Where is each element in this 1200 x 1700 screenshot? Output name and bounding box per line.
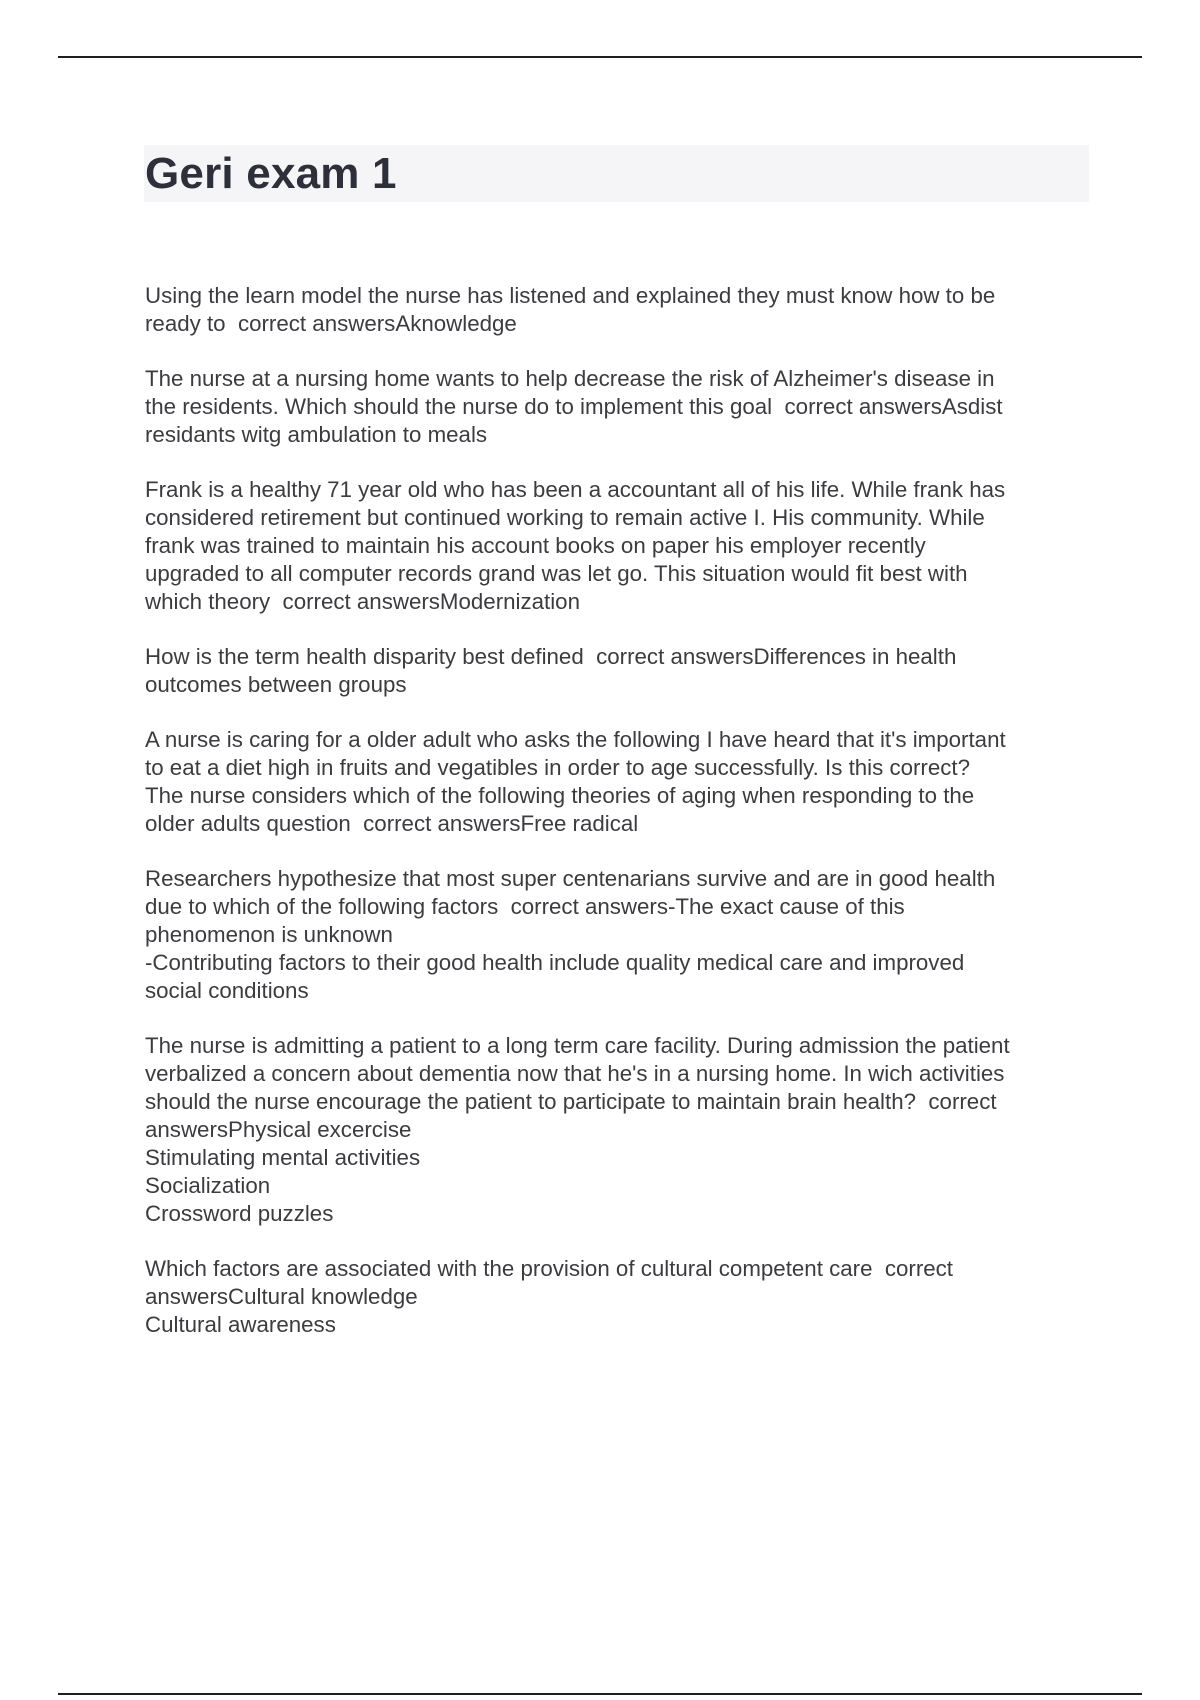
qa-line: The nurse at a nursing home wants to help decrease the risk of Alzheimer's disease in [145, 366, 995, 391]
question-list [145, 282, 1090, 1366]
qa-line: verbalized a concern about dementia now that he's in a nursing home. In wich activities [145, 1061, 1005, 1086]
qa-item [145, 1032, 1090, 1228]
qa-line: Crossword puzzles [145, 1201, 334, 1226]
qa-line: frank was trained to maintain his account books on paper his employer recently [145, 533, 926, 558]
qa-item [145, 476, 1090, 616]
qa-item [145, 643, 1090, 699]
qa-line: Using the learn model the nurse has listened and explained they must know how to be [145, 283, 996, 308]
qa-item [145, 865, 1090, 1005]
qa-line: considered retirement but continued working to remain active I. His community. While [145, 505, 985, 530]
qa-line: The nurse is admitting a patient to a long term care facility. During admission the patient [145, 1033, 1010, 1058]
qa-line: phenomenon is unknown [145, 922, 393, 947]
qa-line: Socialization [145, 1173, 271, 1198]
qa-item [145, 1255, 1090, 1339]
qa-line: answersPhysical excercise [145, 1117, 412, 1142]
qa-line: social conditions [145, 978, 309, 1003]
qa-line: to eat a diet high in fruits and vegatibles in order to age successfully. Is this correct? [145, 755, 971, 780]
qa-line: How is the term health disparity best defined correct answersDifferences in health [145, 644, 957, 669]
qa-item [145, 365, 1090, 449]
qa-line: residants witg ambulation to meals [145, 422, 488, 447]
qa-line: Stimulating mental activities [145, 1145, 421, 1170]
qa-line: answersCultural knowledge [145, 1284, 418, 1309]
qa-line: ready to correct answersAknowledge [145, 311, 517, 336]
qa-line: outcomes between groups [145, 672, 407, 697]
qa-line: upgraded to all computer records grand was let go. This situation would fit best with [145, 561, 968, 586]
qa-line: The nurse considers which of the following theories of aging when responding to the [145, 783, 975, 808]
qa-line: should the nurse encourage the patient to participate to maintain brain health? correct [145, 1089, 997, 1114]
qa-line: Researchers hypothesize that most super centenarians survive and are in good health [145, 866, 996, 891]
qa-line: -Contributing factors to their good health include quality medical care and improved [145, 950, 965, 975]
qa-line: the residents. Which should the nurse do to implement this goal correct answersAsdist [145, 394, 1003, 419]
qa-line: A nurse is caring for a older adult who asks the following I have heard that it's important [145, 727, 1006, 752]
bottom-rule [58, 1693, 1142, 1695]
qa-line: Which factors are associated with the provision of cultural competent care correct [145, 1256, 954, 1281]
page-title: Geri exam 1 [145, 149, 397, 198]
top-rule [58, 56, 1142, 58]
qa-line: Frank is a healthy 71 year old who has been a accountant all of his life. While frank has [145, 477, 1006, 502]
qa-line: which theory correct answersModernization [145, 589, 580, 614]
qa-line: older adults question correct answersFree radical [145, 811, 639, 836]
qa-line: Cultural awareness [145, 1312, 336, 1337]
qa-item [145, 726, 1090, 838]
qa-item [145, 282, 1090, 338]
qa-line: due to which of the following factors correct answers-The exact cause of this [145, 894, 905, 919]
